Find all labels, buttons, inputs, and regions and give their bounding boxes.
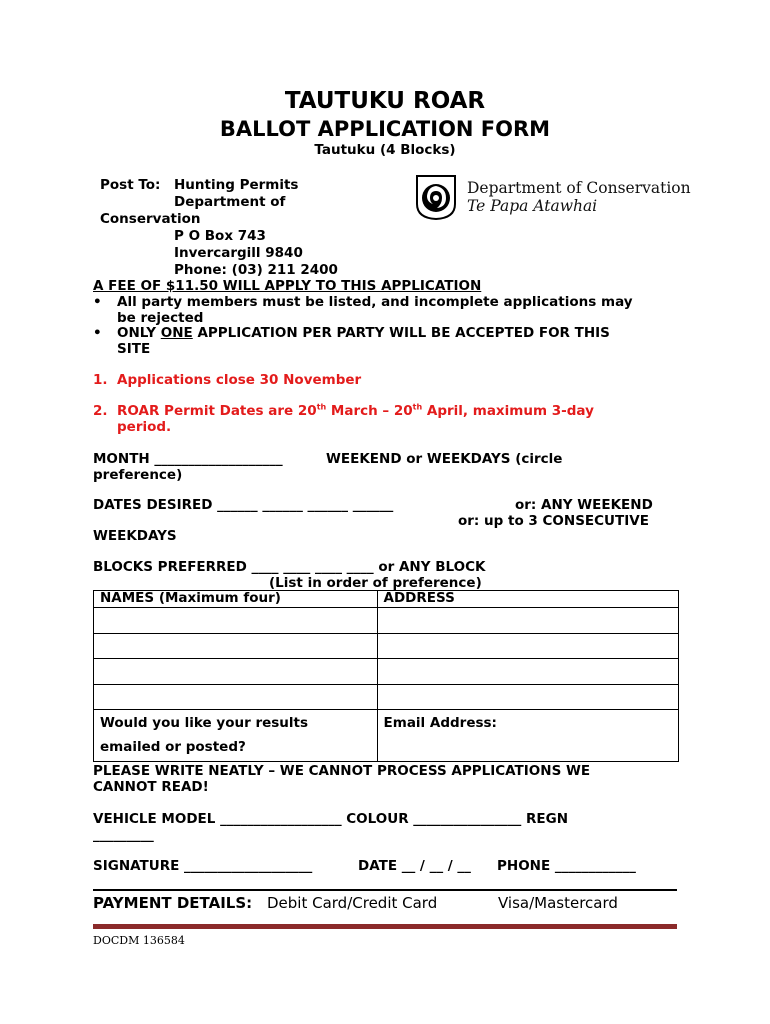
date-field[interactable]: DATE __ / __ / __ [358, 858, 471, 874]
address-line: Conservation [100, 211, 201, 227]
note-number: 1. [93, 372, 108, 388]
address-cell[interactable] [377, 659, 678, 685]
table-header-row [94, 591, 679, 608]
table-row [94, 608, 679, 634]
any-weekend-option[interactable]: or: ANY WEEKEND [515, 497, 653, 513]
form-title: TAUTUKU ROAR [284, 88, 486, 114]
divider [93, 889, 677, 891]
names-header: NAMES (Maximum four) [94, 591, 378, 608]
bullet-text: All party members must be listed, and incomplete applications may [117, 294, 633, 310]
results-question-line: Would you like your results [100, 715, 309, 731]
table-row [94, 659, 679, 685]
note-text [117, 403, 594, 419]
table-row [94, 685, 679, 710]
address-line: Invercargill 9840 [174, 245, 303, 261]
write-neatly-notice: CANNOT READ! [93, 779, 209, 795]
address-line: Hunting Permits [174, 177, 299, 193]
weekend-choice[interactable]: WEEKEND or WEEKDAYS (circle [326, 451, 563, 467]
bullet-text-emphasis: ONE [160, 325, 193, 341]
bullet-text-pre: ONLY [117, 325, 161, 341]
payment-cards: Visa/Mastercard [498, 894, 618, 912]
note-sup: th [412, 402, 423, 412]
logo-maori-name: Te Papa Atawhai [467, 197, 598, 215]
address-header: ADDRESS [377, 591, 678, 608]
name-cell[interactable] [94, 608, 378, 634]
bullet-icon: • [93, 294, 102, 310]
bullet-text: be rejected [117, 310, 204, 326]
results-row [94, 710, 679, 762]
name-cell[interactable] [94, 659, 378, 685]
address-line: Department of [174, 194, 286, 210]
address-cell[interactable] [377, 634, 678, 659]
name-cell[interactable] [94, 685, 378, 710]
signature-field[interactable]: SIGNATURE ___________________ [93, 858, 313, 874]
bullet-icon: • [93, 325, 102, 341]
party-table [93, 590, 679, 762]
address-line: P O Box 743 [174, 228, 266, 244]
month-field[interactable]: MONTH ___________________ [93, 451, 283, 467]
results-question[interactable] [94, 710, 378, 762]
note-text: period. [117, 419, 172, 435]
document-reference: DOCDM 136584 [93, 934, 185, 947]
note-text-a: ROAR Permit Dates are 20 [117, 403, 317, 419]
email-address-cell[interactable] [377, 710, 678, 762]
post-to-label: Post To: [100, 177, 161, 193]
address-cell[interactable] [377, 608, 678, 634]
preference-label: preference) [93, 467, 183, 483]
payment-method: Debit Card/Credit Card [267, 894, 438, 912]
note-sup: th [316, 402, 327, 412]
logo-name: Department of Conservation [467, 179, 691, 197]
area-label: Tautuku (4 Blocks) [314, 142, 456, 158]
name-cell[interactable] [94, 634, 378, 659]
consecutive-option[interactable]: or: up to 3 CONSECUTIVE [458, 513, 649, 529]
footer-divider [93, 924, 677, 929]
phone-line: Phone: (03) 211 2400 [174, 262, 338, 278]
fee-notice: A FEE OF $11.50 WILL APPLY TO THIS APPLICATION [93, 278, 482, 294]
write-neatly-notice: PLEASE WRITE NEATLY – WE CANNOT PROCESS APPLICATIONS WE [93, 763, 591, 779]
dates-desired-field[interactable]: DATES DESIRED ______ ______ ______ ______ [93, 497, 394, 513]
doc-logo-icon [415, 174, 457, 220]
form-subtitle: BALLOT APPLICATION FORM [219, 117, 551, 141]
weekdays-label: WEEKDAYS [93, 528, 177, 544]
results-question-line: emailed or posted? [100, 739, 246, 755]
vehicle-fields[interactable]: VEHICLE MODEL __________________ COLOUR ________________ REGN [93, 811, 568, 827]
blocks-preferred-field[interactable]: BLOCKS PREFERRED ____ ____ ____ ____ or ANY BLOCK [93, 559, 486, 575]
note-text-b: March – 20 [326, 403, 413, 419]
bullet-text [117, 325, 610, 341]
payment-label: PAYMENT DETAILS: [93, 894, 253, 912]
blocks-note: (List in order of preference) [269, 575, 482, 591]
note-text-c: April, maximum 3-day [422, 403, 594, 419]
phone-field[interactable]: PHONE ____________ [497, 858, 636, 874]
regn-field[interactable]: _________ [93, 827, 154, 843]
bullet-text: SITE [117, 341, 151, 357]
note-text: Applications close 30 November [117, 372, 362, 388]
address-cell[interactable] [377, 685, 678, 710]
table-row [94, 634, 679, 659]
note-number: 2. [93, 403, 108, 419]
bullet-text-post: APPLICATION PER PARTY WILL BE ACCEPTED FOR THIS [192, 325, 610, 341]
email-label: Email Address: [383, 715, 497, 731]
